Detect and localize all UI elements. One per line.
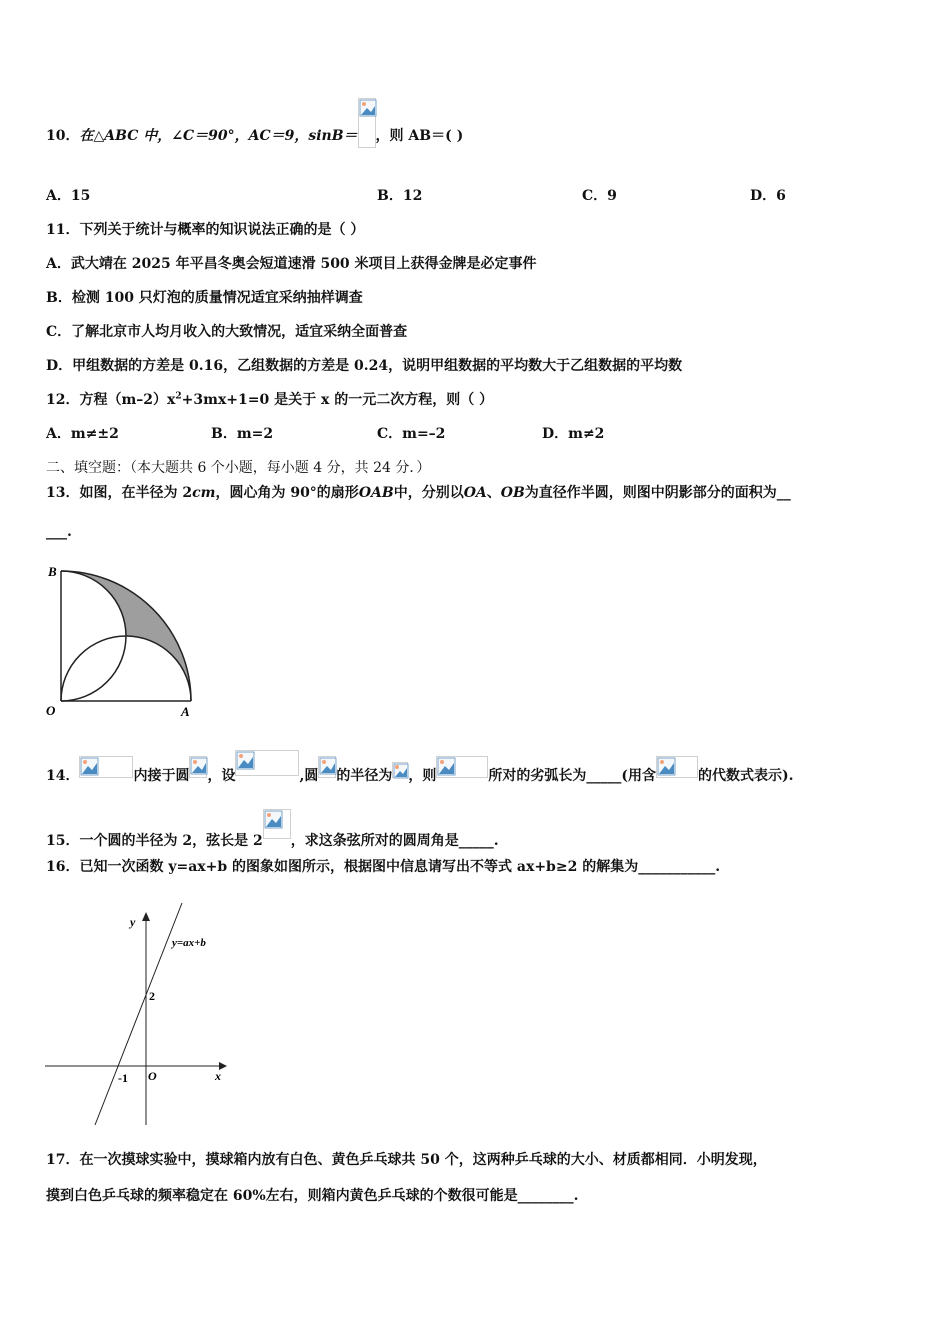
- broken-image-icon: [318, 756, 336, 778]
- q12-superscript: 2: [175, 391, 182, 402]
- q13-separator: 、: [486, 485, 501, 501]
- q16-y-axis-arrow: [142, 912, 150, 921]
- q10-line: [46, 126, 463, 148]
- q13-unit: cm: [192, 485, 216, 501]
- q17-line-1: 17．在一次摸球实验中，摸球箱内放有白色、黄色乒乓球共 50 个，这两种乒乓球的大小、材质都相同．小明发现，: [46, 1152, 767, 1168]
- q10-option-d: D．6: [750, 188, 786, 204]
- q14-text-5: ，则: [408, 768, 437, 784]
- q14-text-1: 内接于圆: [133, 768, 190, 784]
- q16-function-line: [95, 903, 182, 1125]
- q13-text-c: 中，分别以: [393, 485, 464, 501]
- q10-option-c: C．9: [582, 188, 617, 204]
- q11-option-d: D．甲组数据的方差是 0.16，乙组数据的方差是 0.24，说明甲组数据的平均数大于乙组数据的平均数: [46, 358, 683, 374]
- q13-sector-name: OAB: [358, 485, 394, 501]
- q11-option-a: A．武大靖在 2025 年平昌冬奥会短道速滑 500 米项目上获得金牌是必定事件: [46, 256, 537, 272]
- q16-x-intercept-label: -1: [118, 1071, 128, 1085]
- q12-option-c: C．m=–2: [377, 426, 446, 442]
- q10-pre: 在△ABC 中，∠C＝90°，AC＝9，sinB＝: [79, 128, 358, 144]
- q11-stem: 11．下列关于统计与概率的知识说法正确的是（ ）: [46, 222, 365, 238]
- q13-text-d: 为直径作半圆，则图中阴影部分的面积为__: [524, 485, 791, 501]
- q14-text-2: ，设: [207, 768, 236, 784]
- q12-option-d: D．m≠2: [542, 426, 605, 442]
- q14-text-7: 的代数式表示).: [697, 768, 794, 784]
- q12-option-b: B．m=2: [211, 426, 274, 442]
- q16-x-label: x: [215, 1069, 221, 1083]
- q14-text-3: ,圆: [299, 768, 319, 784]
- q10-number: 10．: [46, 128, 80, 144]
- q10-option-a: A．15: [46, 188, 91, 204]
- q13-sector-figure: [40, 560, 200, 720]
- q13-ob: OB: [500, 485, 525, 501]
- q12-stem-a: 12．方程（m–2）x: [46, 392, 176, 408]
- broken-image-icon: [358, 98, 376, 148]
- q13-label-o: O: [46, 703, 56, 718]
- broken-image-icon: [656, 756, 698, 778]
- q16-y-intercept-label: 2: [149, 989, 155, 1003]
- broken-image-icon: [263, 809, 291, 839]
- q13-label-a: A: [181, 704, 190, 719]
- q16-function-label: y=ax+b: [172, 937, 206, 949]
- q16-text: 16．已知一次函数 y=ax+b 的图象如图所示，根据图中信息请写出不等式 ax+b≥2 的解集为___________.: [46, 859, 721, 875]
- q10-post: ，则 AB＝( ): [375, 128, 464, 144]
- q12-stem-b: +3mx+1=0 是关于 x 的一元二次方程，则（ ）: [181, 392, 494, 408]
- q16-origin-label: O: [148, 1069, 157, 1083]
- q12-option-a: A．m≠±2: [46, 426, 119, 442]
- q14-number: 14．: [46, 768, 80, 784]
- q13-line-2: ___.: [46, 524, 72, 540]
- q13-text-a: 13．如图，在半径为 2: [46, 485, 193, 501]
- q14-line: [46, 750, 793, 786]
- q10-option-b: B．12: [377, 188, 423, 204]
- q13-oa: OA: [463, 485, 487, 501]
- q13-label-b: B: [48, 564, 57, 579]
- broken-image-icon: [189, 756, 207, 778]
- q14-text-6: 所对的劣弧长为_____(用含: [488, 768, 656, 784]
- broken-image-icon: [392, 762, 408, 778]
- q17-line-2: 摸到白色乒乓球的频率稳定在 60%左右，则箱内黄色乒乓球的个数很可能是________.: [46, 1188, 579, 1204]
- q11-option-c: C．了解北京市人均月收入的大致情况，适宜采纳全面普查: [46, 324, 408, 340]
- q15-pre: 15．一个圆的半径为 2，弦长是 2: [46, 833, 263, 849]
- q15-line: [46, 809, 499, 851]
- section-2-heading: 二、填空题：（本大题共 6 个小题，每小题 4 分，共 24 分．）: [46, 460, 431, 476]
- q15-post: ，求这条弦所对的圆周角是_____.: [290, 833, 499, 849]
- q13-line-1: [46, 483, 791, 503]
- q16-linear-function-graph: [40, 900, 235, 1130]
- q16-y-label: y: [130, 915, 136, 929]
- broken-image-icon: [79, 756, 133, 778]
- q12-stem: [46, 390, 493, 410]
- q11-option-b: B．检测 100 只灯泡的质量情况适宜采纳抽样调查: [46, 290, 363, 306]
- q14-text-4: 的半径为: [336, 768, 393, 784]
- broken-image-icon: [436, 756, 488, 778]
- broken-image-icon: [235, 750, 299, 776]
- q13-text-b: ，圆心角为 90°的扇形: [215, 485, 359, 501]
